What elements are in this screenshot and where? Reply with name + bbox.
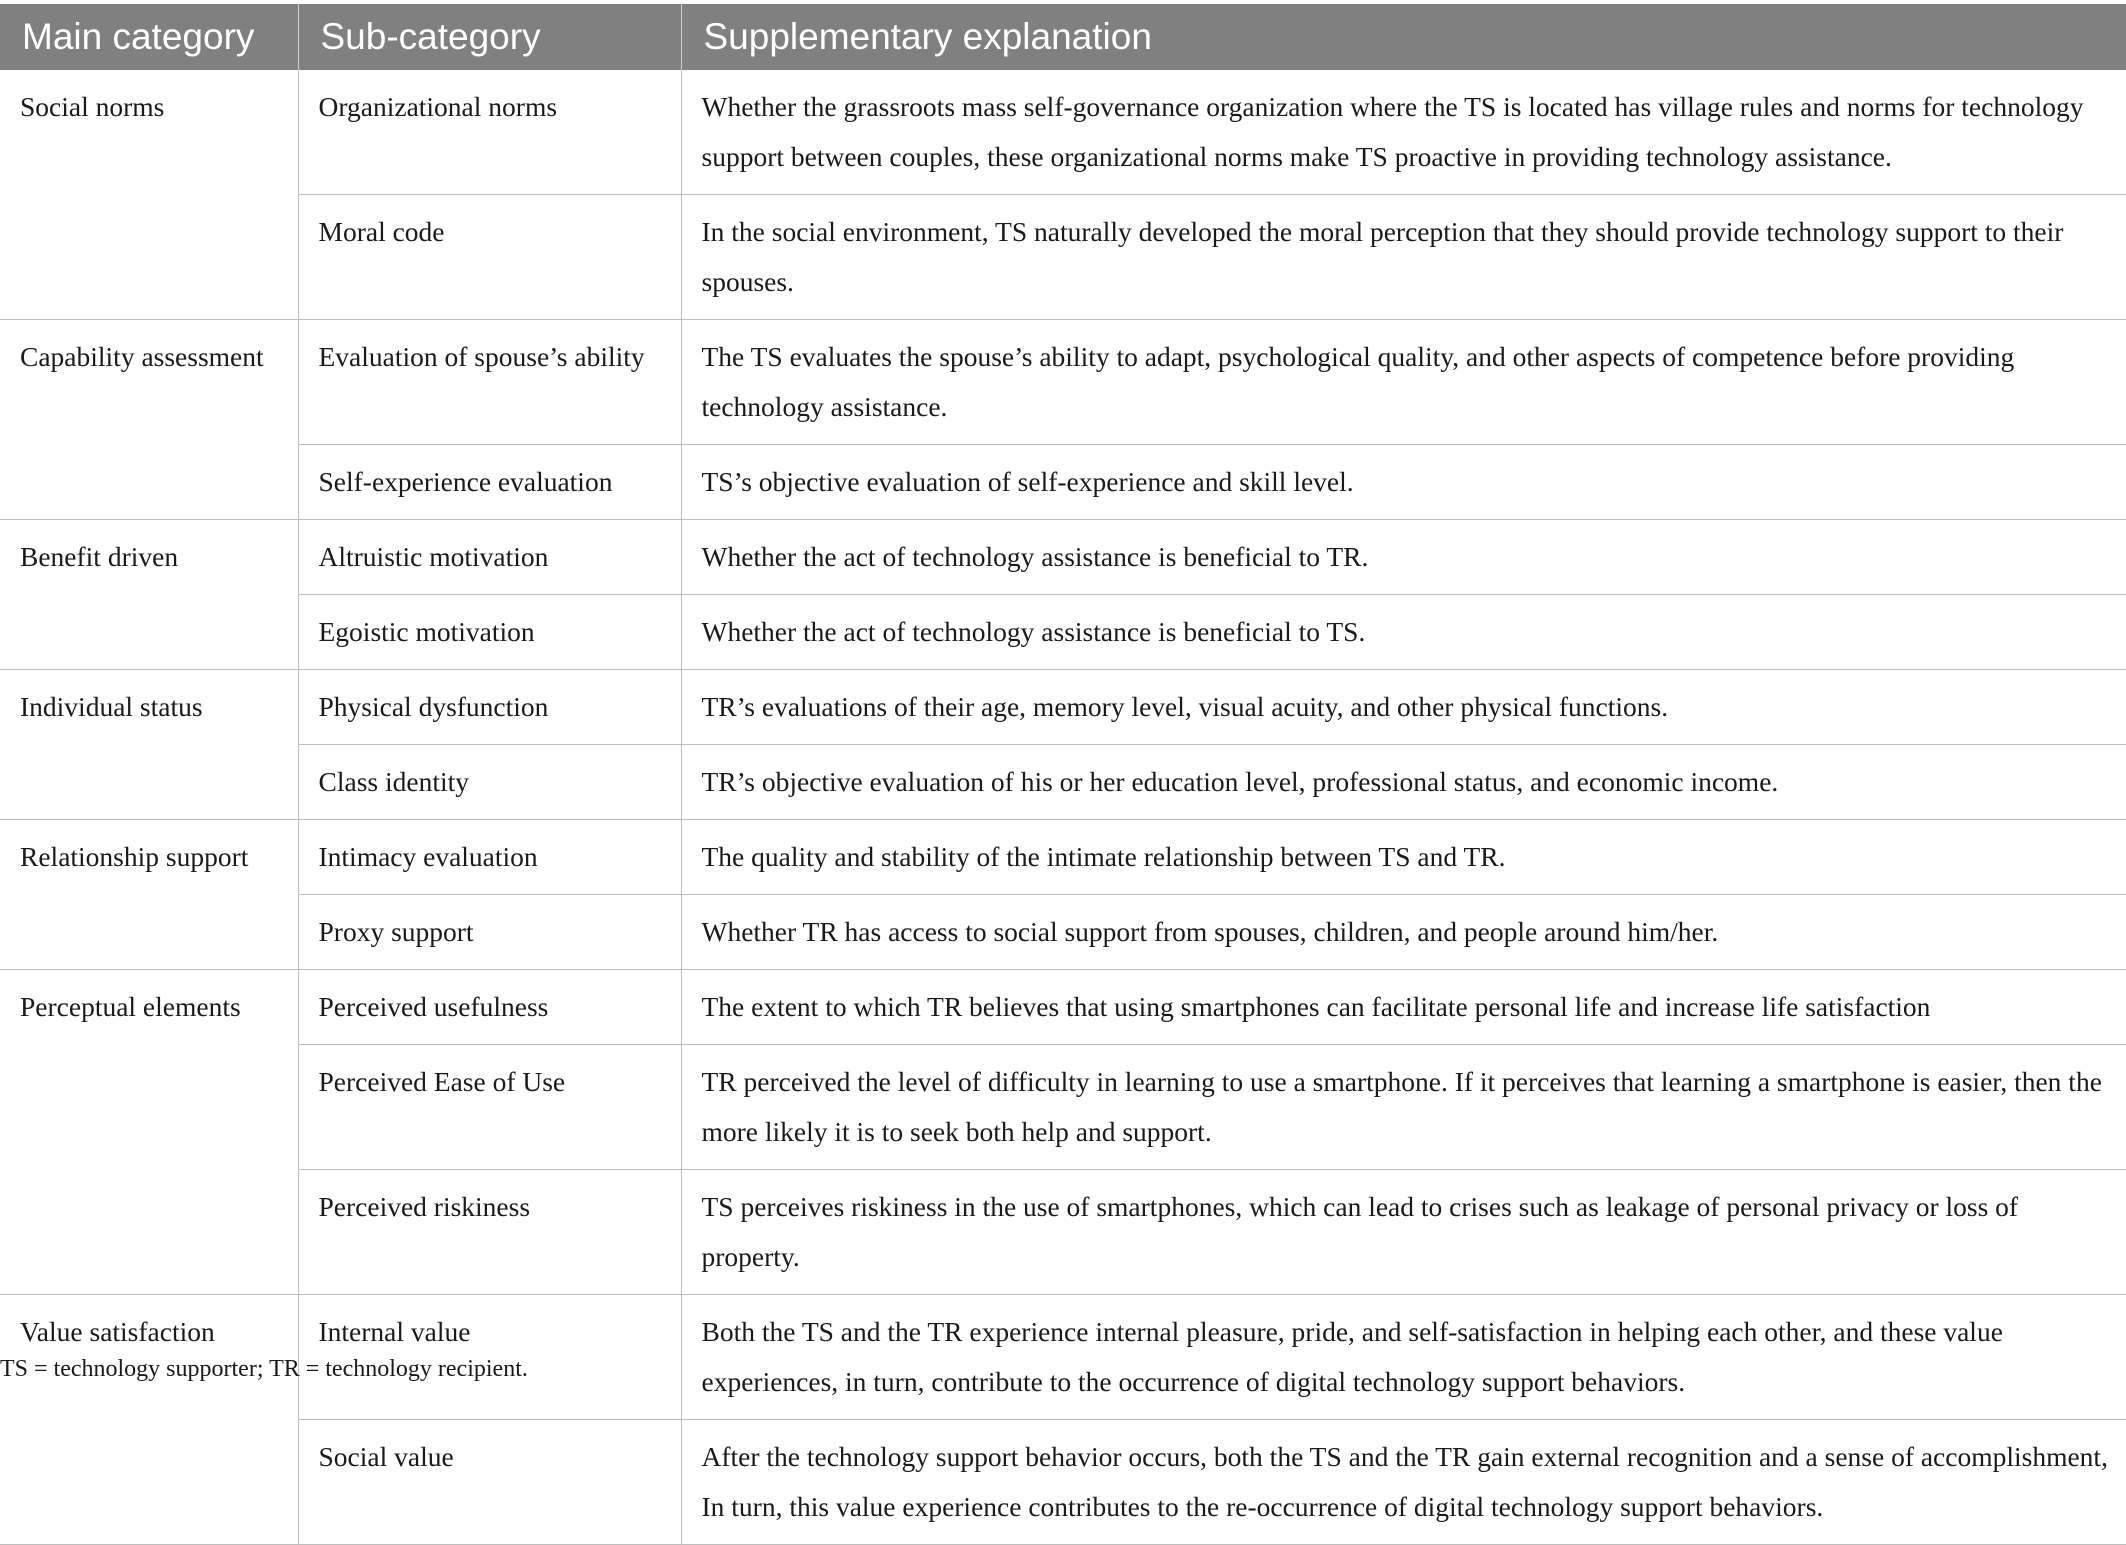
explanation-cell: Whether the act of technology assistance is beneficial to TS. — [681, 595, 2126, 670]
table-row — [0, 895, 2126, 970]
main-category-cell: Social norms — [0, 70, 298, 320]
table-row — [0, 445, 2126, 520]
sub-category-cell: Moral code — [298, 195, 681, 320]
table-row — [0, 520, 2126, 595]
explanation-cell: Whether the grassroots mass self-governance organization where the TS is located has village rules and norms for technology support between couples, these organizational norms make TS proactive in providing technology assistance. — [681, 70, 2126, 195]
table-row — [0, 1170, 2126, 1295]
header-supplementary-explanation: Supplementary explanation — [681, 4, 2126, 70]
sub-category-cell: Evaluation of spouse’s ability — [298, 320, 681, 445]
sub-category-cell: Social value — [298, 1420, 681, 1545]
sub-category-cell: Egoistic motivation — [298, 595, 681, 670]
table-row — [0, 970, 2126, 1045]
explanation-cell: TS perceives riskiness in the use of smartphones, which can lead to crises such as leakage of personal privacy or loss of property. — [681, 1170, 2126, 1295]
explanation-cell: TR’s objective evaluation of his or her education level, professional status, and economic income. — [681, 745, 2126, 820]
table-row — [0, 1045, 2126, 1170]
main-category-cell: Individual status — [0, 670, 298, 820]
explanation-cell: Whether the act of technology assistance is beneficial to TR. — [681, 520, 2126, 595]
explanation-cell: After the technology support behavior occurs, both the TS and the TR gain external recognition and a sense of accomplishment, In turn, this value experience contributes to the re-occurrence of digital technology support behaviors. — [681, 1420, 2126, 1545]
sub-category-cell: Perceived Ease of Use — [298, 1045, 681, 1170]
main-category-cell: Value satisfaction — [0, 1295, 298, 1545]
explanation-cell: TR perceived the level of difficulty in learning to use a smartphone. If it perceives that learning a smartphone is easier, then the more likely it is to seek both help and support. — [681, 1045, 2126, 1170]
header-sub-category: Sub-category — [298, 4, 681, 70]
header-row — [0, 4, 2126, 70]
table-row — [0, 70, 2126, 195]
table-footnote: TS = technology supporter; TR = technology recipient. — [0, 1356, 528, 1382]
explanation-cell: TR’s evaluations of their age, memory level, visual acuity, and other physical functions. — [681, 670, 2126, 745]
table-body — [0, 70, 2126, 1545]
table-row — [0, 320, 2126, 445]
header-main-category: Main category — [0, 4, 298, 70]
explanation-cell: In the social environment, TS naturally developed the moral perception that they should provide technology support to their spouses. — [681, 195, 2126, 320]
main-category-cell: Benefit driven — [0, 520, 298, 670]
sub-category-cell: Perceived riskiness — [298, 1170, 681, 1295]
table-row — [0, 1420, 2126, 1545]
sub-category-cell: Organizational norms — [298, 70, 681, 195]
explanation-cell: The TS evaluates the spouse’s ability to adapt, psychological quality, and other aspects of competence before providing technology assistance. — [681, 320, 2126, 445]
category-table — [0, 4, 2126, 1545]
main-category-cell: Capability assessment — [0, 320, 298, 520]
explanation-cell: TS’s objective evaluation of self-experience and skill level. — [681, 445, 2126, 520]
table-row — [0, 595, 2126, 670]
table-header — [0, 4, 2126, 70]
table-row — [0, 820, 2126, 895]
explanation-cell: The quality and stability of the intimate relationship between TS and TR. — [681, 820, 2126, 895]
explanation-cell: Whether TR has access to social support from spouses, children, and people around him/her. — [681, 895, 2126, 970]
sub-category-cell: Altruistic motivation — [298, 520, 681, 595]
sub-category-cell: Physical dysfunction — [298, 670, 681, 745]
table-row — [0, 195, 2126, 320]
explanation-cell: Both the TS and the TR experience internal pleasure, pride, and self-satisfaction in helping each other, and these value experiences, in turn, contribute to the occurrence of digital technology support behaviors. — [681, 1295, 2126, 1420]
sub-category-cell: Self-experience evaluation — [298, 445, 681, 520]
main-category-cell: Perceptual elements — [0, 970, 298, 1295]
sub-category-cell: Perceived usefulness — [298, 970, 681, 1045]
explanation-cell: The extent to which TR believes that using smartphones can facilitate personal life and increase life satisfaction — [681, 970, 2126, 1045]
main-category-cell: Relationship support — [0, 820, 298, 970]
sub-category-cell: Intimacy evaluation — [298, 820, 681, 895]
sub-category-cell: Class identity — [298, 745, 681, 820]
table-row — [0, 670, 2126, 745]
sub-category-cell: Internal value — [298, 1295, 681, 1420]
sub-category-cell: Proxy support — [298, 895, 681, 970]
table-row — [0, 745, 2126, 820]
